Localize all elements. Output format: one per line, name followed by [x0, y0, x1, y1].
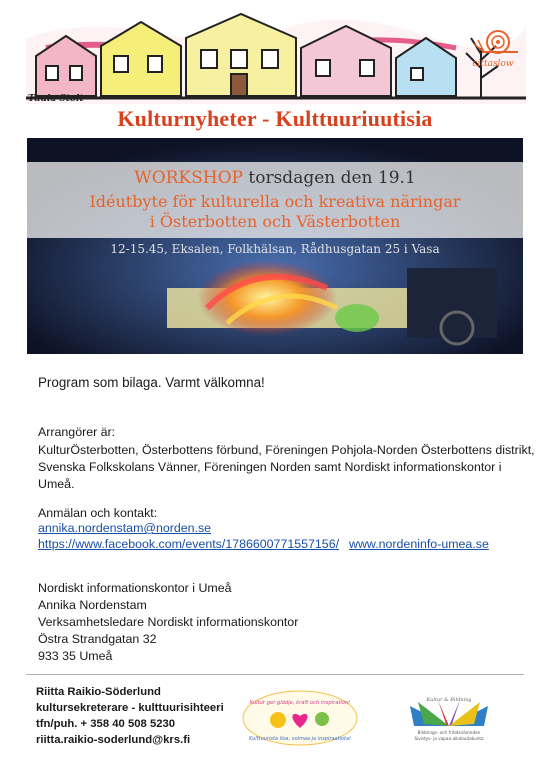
address-line: Annika Nordenstam	[38, 598, 147, 612]
address-line: 933 35 Umeå	[38, 649, 113, 663]
signature-block	[36, 684, 224, 748]
header-illustration	[26, 8, 526, 104]
bildning-logo	[390, 692, 508, 744]
signature-name: Riitta Raikio-Söderlund	[36, 686, 161, 698]
intro-text: Program som bilaga. Varmt välkomna!	[38, 375, 265, 390]
workshop-subtitle-line1: Idéutbyte för kulturella och kreativa näringar	[89, 192, 461, 211]
workshop-date: torsdagen den 19.1	[242, 168, 416, 188]
workshop-heading	[27, 168, 523, 188]
open-book-icon	[410, 700, 488, 726]
signature-phone: tfn/puh. + 358 40 508 5230	[36, 718, 176, 730]
kultur-logo-top-text: Kultur ger glädje, kraft och inspiration!	[249, 700, 351, 706]
workshop-subtitle-line2: i Österbotten och Västerbotten	[149, 212, 401, 231]
artist-signature: Tuula Stolt	[28, 94, 84, 104]
organizers-line-1: KulturÖsterbotten, Österbottens förbund, Föreningen Pohjola-Norden Österbottens distrikt,	[38, 443, 535, 457]
facebook-event-link[interactable]: https://www.facebook.com/events/1786600771557156/	[38, 537, 340, 551]
organizers-text	[38, 442, 538, 493]
workshop-time-location: 12-15.45, Eksalen, Folkhälsan, Rådhusgatan 25 i Vasa	[110, 242, 440, 256]
contact-label: Anmälan och kontakt:	[38, 506, 158, 520]
sun-icon	[270, 712, 286, 728]
workshop-label: WORKSHOP	[134, 168, 243, 188]
leaf-icon	[315, 712, 329, 726]
books-logo-line3: Sivistys- ja vapaa-aikalautakunta	[414, 736, 484, 741]
address-block	[38, 580, 298, 665]
kultur-logo	[240, 688, 360, 748]
cittaslow-logo	[462, 26, 524, 72]
email-link[interactable]: annika.nordenstam@norden.se	[38, 521, 212, 535]
address-line: Nordiskt informationskontor i Umeå	[38, 581, 232, 595]
address-line: Östra Strandgatan 32	[38, 632, 157, 646]
cittaslow-label: cittaslow	[472, 59, 514, 69]
signature-role: kultursekreterare - kulttuurisihteeri	[36, 702, 224, 714]
books-logo-title: Kultur & Bildning	[426, 697, 472, 703]
kultur-logo-bottom-text: Kulttuurista iloa, voimaa ja inspiraatiota!	[248, 736, 352, 742]
workshop-banner	[27, 138, 523, 354]
divider	[26, 674, 524, 675]
page-title: Kulturnyheter - Kulttuuriuutisia	[117, 106, 433, 131]
organizers-label: Arrangörer är:	[38, 425, 116, 439]
books-logo-line2: Bildnings- och fritidsnämnden	[417, 730, 481, 735]
signature-email: riitta.raikio-soderlund@krs.fi	[36, 734, 191, 746]
address-line: Verksamhetsledare Nordiskt informationskontor	[38, 615, 299, 629]
organizers-line-2: Svenska Folkskolans Vänner, Föreningen Norden samt Nordiskt informationskontor i Umeå.	[38, 460, 502, 491]
website-link[interactable]: www.nordeninfo-umea.se	[349, 537, 489, 551]
